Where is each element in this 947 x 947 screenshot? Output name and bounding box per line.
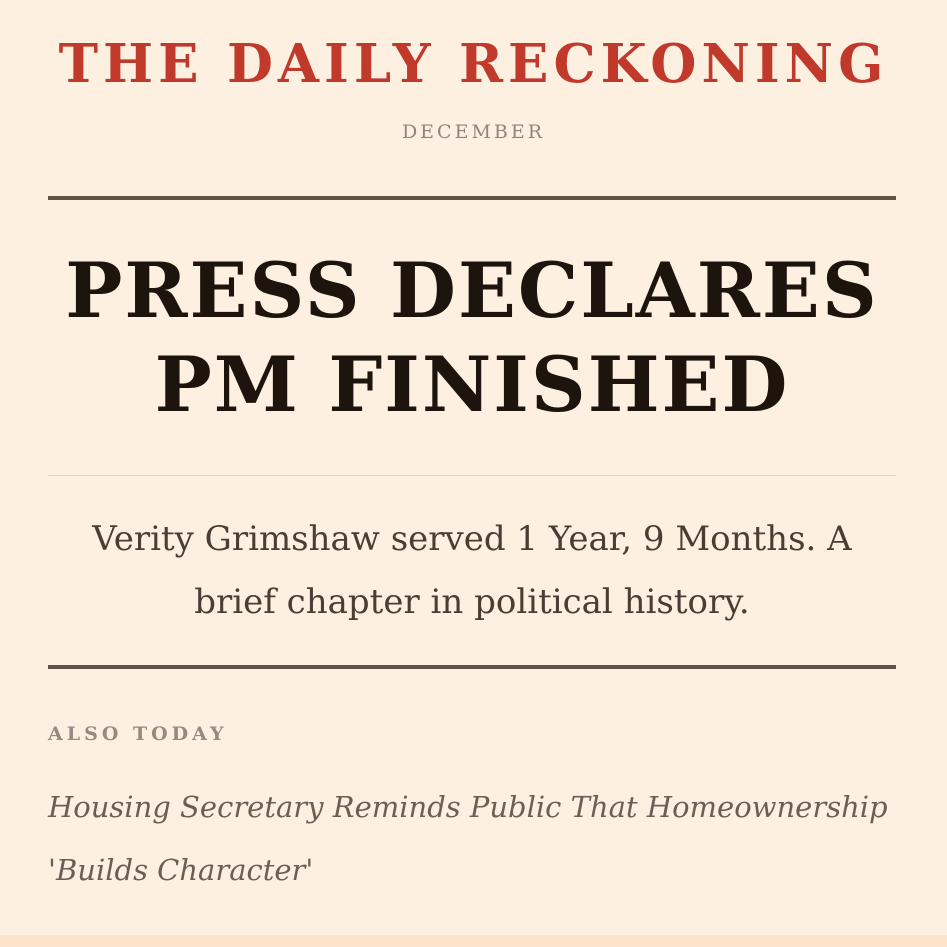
masthead-date: DECEMBER bbox=[401, 121, 546, 143]
bottom-divider bbox=[48, 665, 896, 669]
main-headline: PRESS DECLARES PM FINISHED bbox=[65, 246, 879, 429]
also-today-label: ALSO TODAY bbox=[48, 723, 228, 745]
masthead-title: THE DAILY RECKONING bbox=[58, 33, 889, 95]
top-divider bbox=[48, 196, 896, 200]
headline-divider bbox=[48, 475, 896, 476]
story-subhead: Verity Grimshaw served 1 Year, 9 Months. A brief chapter in political history. bbox=[92, 519, 852, 622]
also-today-item: Housing Secretary Reminds Public That Homeownership 'Builds Character' bbox=[48, 790, 888, 887]
